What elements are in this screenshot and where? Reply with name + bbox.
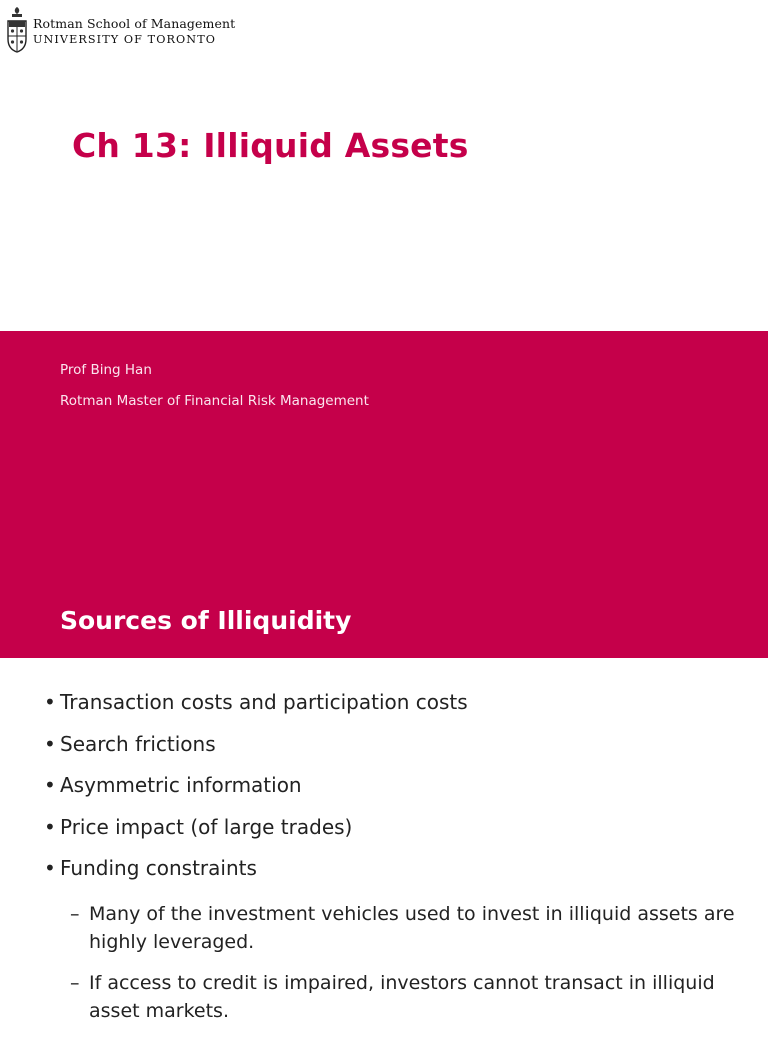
program-name: Rotman Master of Financial Risk Management — [60, 393, 369, 409]
sub-list-item — [70, 900, 750, 956]
dash-icon: – — [70, 972, 80, 994]
list-item — [44, 815, 754, 857]
school-name: Rotman School of Management — [33, 16, 236, 31]
school-wordmark — [33, 18, 235, 45]
bullet-text: Funding constraints — [60, 856, 257, 880]
bullet-icon: • — [44, 690, 56, 714]
university-crest-icon — [6, 5, 28, 53]
bullet-text: Transaction costs and participation costs — [60, 690, 468, 714]
school-header — [6, 5, 235, 57]
list-item — [44, 690, 754, 732]
university-name: UNIVERSITY OF TORONTO — [33, 32, 217, 46]
bullet-list — [44, 690, 754, 898]
sub-bullet-text: Many of the investment vehicles used to invest in illiquid assets are highly leveraged. — [89, 903, 735, 953]
dash-icon: – — [70, 903, 80, 925]
bullet-icon: • — [44, 814, 56, 839]
bullet-text: Price impact (of large trades) — [60, 814, 353, 839]
bullet-icon: • — [44, 731, 56, 756]
list-item — [44, 732, 754, 774]
bullet-text: Asymmetric information — [60, 773, 302, 797]
sub-bullet-list — [70, 900, 750, 1038]
title-band — [0, 331, 768, 658]
list-item — [44, 856, 754, 898]
bullet-icon: • — [44, 773, 56, 797]
bullet-text: Search frictions — [60, 731, 216, 756]
bullet-icon: • — [44, 856, 56, 880]
section-title: Sources of Illiquidity — [60, 606, 352, 635]
slide-title: Ch 13: Illiquid Assets — [72, 126, 469, 165]
list-item — [44, 773, 754, 815]
sub-bullet-text: If access to credit is impaired, investors cannot transact in illiquid asset markets. — [89, 972, 715, 1022]
presenter-name: Prof Bing Han — [60, 362, 152, 378]
sub-list-item — [70, 969, 750, 1025]
